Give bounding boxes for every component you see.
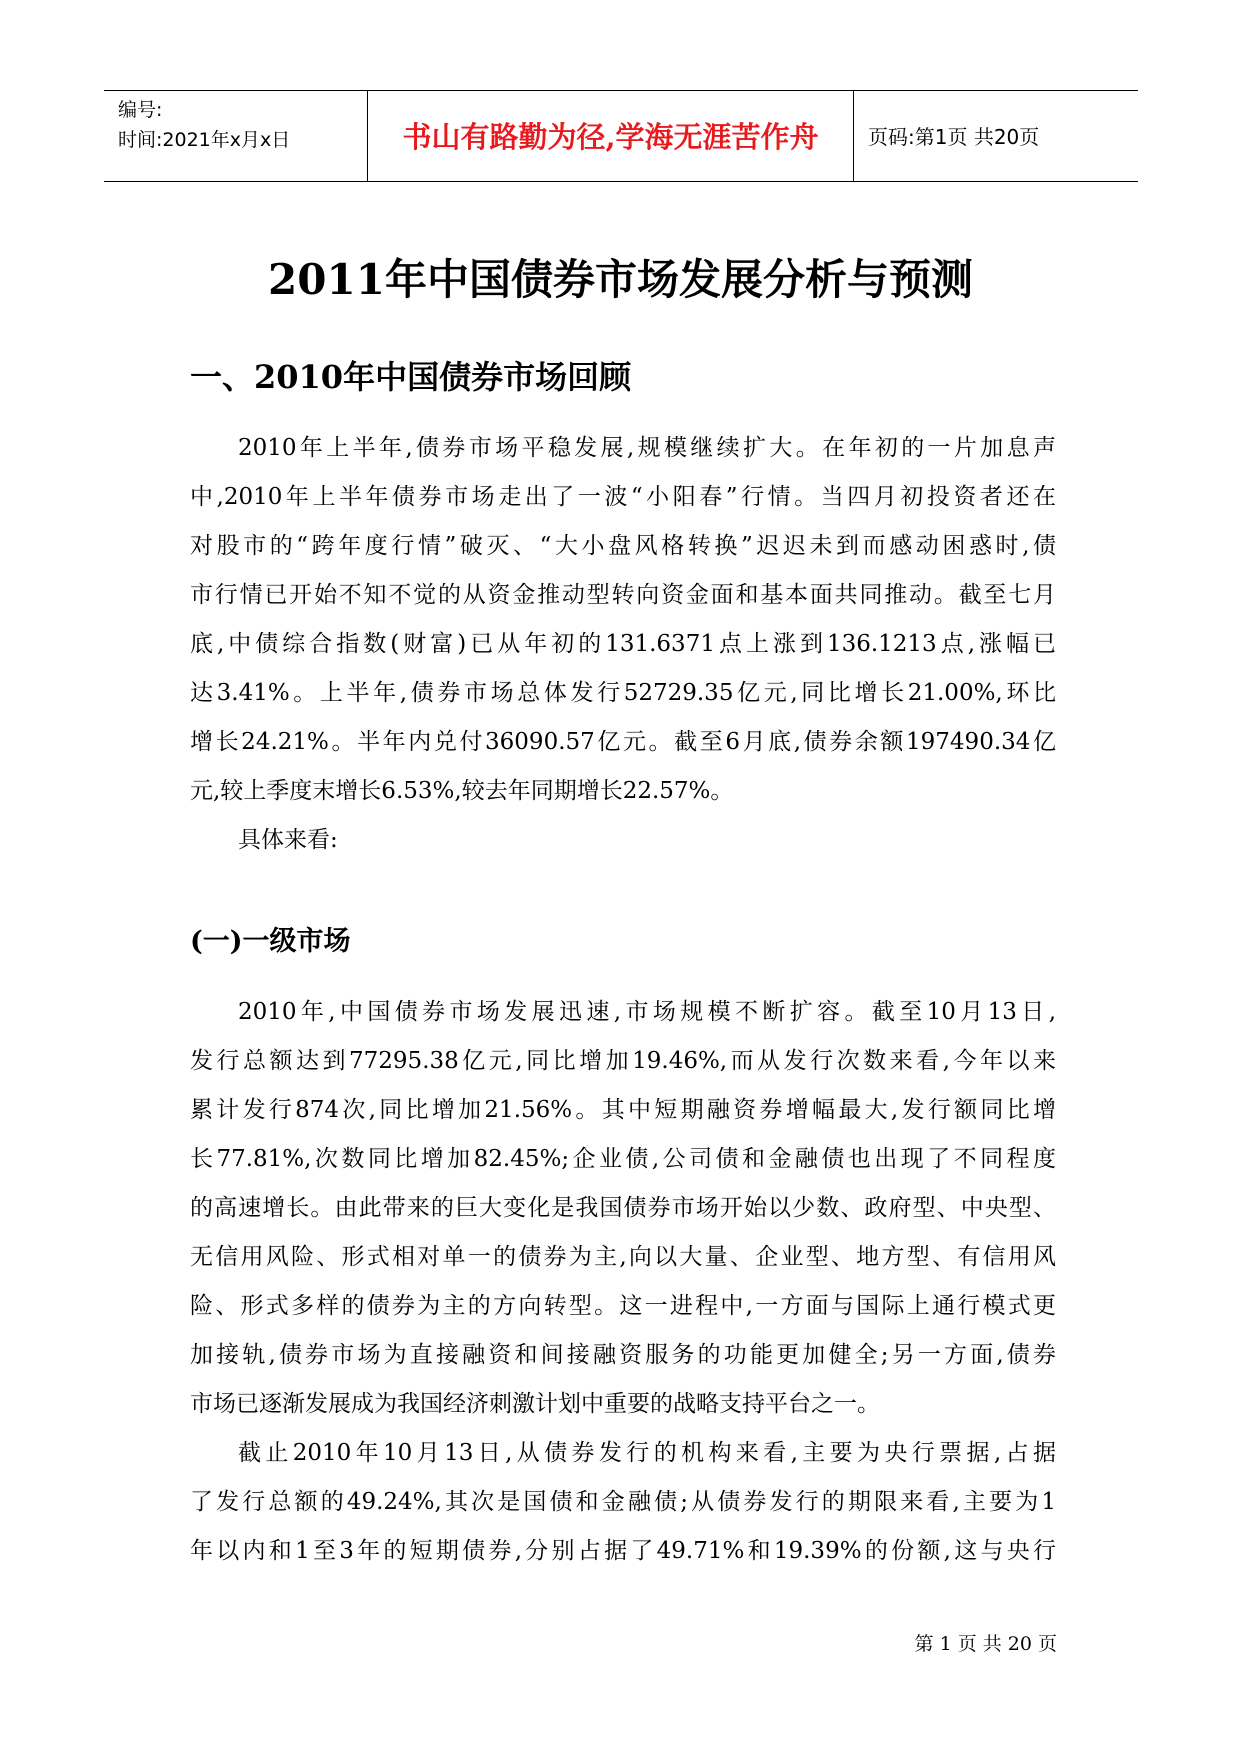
paragraph-line: 增长24.21%。半年内兑付36090.57亿元。截至6月底,债券余额197490.34亿: [190, 729, 1056, 755]
paragraph-line: 长77.81%,次数同比增加82.45%;企业债,公司债和金融债也出现了不同程度: [190, 1146, 1056, 1172]
paragraph-line: 无信用风险、形式相对单一的债券为主,向以大量、企业型、地方型、有信用风: [190, 1244, 1056, 1270]
document-title: 2011年中国债券市场发展分析与预测: [268, 255, 973, 304]
subsection-heading-primary-market: (一)一级市场: [190, 926, 351, 957]
paragraph-line: 对股市的“跨年度行情”破灭、“大小盘风格转换”迟迟未到而感动困惑时,债: [190, 533, 1056, 559]
document-header: [104, 90, 1138, 182]
header-motto: 书山有路勤为径,学海无涯苦作舟: [368, 91, 854, 181]
number-label: 编号:: [118, 99, 163, 121]
paragraph-line: 中,2010年上半年债券市场走出了一波“小阳春”行情。当四月初投资者还在: [190, 484, 1056, 510]
paragraph-line: 的高速增长。由此带来的巨大变化是我国债券市场开始以少数、政府型、中央型、: [190, 1195, 1056, 1221]
paragraph-line: 险、形式多样的债券为主的方向转型。这一进程中,一方面与国际上通行模式更: [190, 1293, 1056, 1319]
paragraph-primary-market: [190, 988, 1056, 1576]
page-footer: 第 1 页 共 20 页: [914, 1633, 1057, 1655]
paragraph-line: 市行情已开始不知不觉的从资金推动型转向资金面和基本面共同推动。截至七月: [190, 582, 1056, 608]
header-info-cell: [104, 91, 368, 181]
paragraph-line: 底,中债综合指数(财富)已从年初的131.6371点上涨到136.1213点,涨幅已: [190, 631, 1056, 657]
paragraph-line: 年以内和1至3年的短期债券,分别占据了49.71%和19.39%的份额,这与央行: [190, 1538, 1056, 1564]
paragraph-line: 发行总额达到77295.38亿元,同比增加19.46%,而从发行次数来看,今年以来: [190, 1048, 1056, 1074]
paragraph-line: 2010年,中国债券市场发展迅速,市场规模不断扩容。截至10月13日,: [238, 999, 1056, 1025]
paragraph-line: 加接轨,债券市场为直接融资和间接融资服务的功能更加健全;另一方面,债券: [190, 1342, 1056, 1368]
paragraph-line: 市场已逐渐发展成为我国经济刺激计划中重要的战略支持平台之一。: [190, 1391, 880, 1417]
paragraph-line: 元,较上季度末增长6.53%,较去年同期增长22.57%。: [190, 778, 734, 804]
paragraph-line-specifics: 具体来看:: [238, 827, 338, 853]
section-heading-review: 一、2010年中国债券市场回顾: [190, 358, 632, 396]
paragraph-line: 达3.41%。上半年,债券市场总体发行52729.35亿元,同比增长21.00%,环比: [190, 680, 1056, 706]
paragraph-line: 2010年上半年,债券市场平稳发展,规模继续扩大。在年初的一片加息声: [238, 435, 1056, 461]
paragraph-line: 了发行总额的49.24%,其次是国债和金融债;从债券发行的期限来看,主要为1: [190, 1489, 1056, 1515]
paragraph-line: 截止2010年10月13日,从债券发行的机构来看,主要为央行票据,占据: [238, 1440, 1056, 1466]
time-label: 时间:2021年x月x日: [118, 129, 291, 151]
header-page-info: 页码:第1页 共20页: [868, 125, 1040, 149]
paragraph-line: 累计发行874次,同比增加21.56%。其中短期融资券增幅最大,发行额同比增: [190, 1097, 1056, 1123]
paragraph-first-half-review: [190, 424, 1056, 865]
